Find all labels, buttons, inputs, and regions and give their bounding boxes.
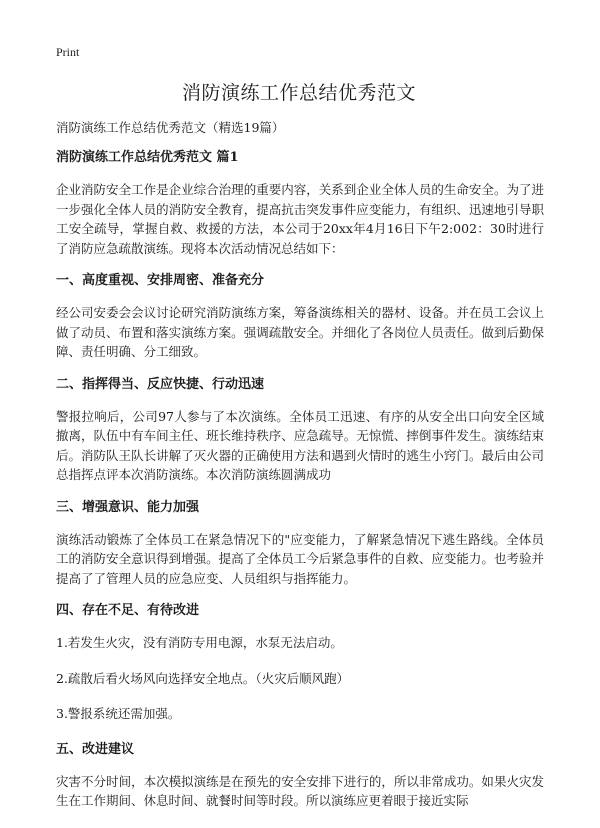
section-5-heading: 五、改进建议 <box>56 741 135 757</box>
section-3-body: 演练活动锻炼了全体员工在紧急情况下的"应变能力，了解紧急情况下逃生路线。全体员工的消防安全意识得到增强。提高了全体员工今后紧急事件的自救、应变能力。也考验并提高了了管理人员的应急应变、人员组织与指挥能力。 <box>56 531 544 586</box>
section-1-body: 经公司安委会会议讨论研究消防演练方案，筹备演练相关的器材、设备。并在员工会议上做了动员、布置和落实演练方案。强调疏散安全。并细化了各岗位人员责任。做到后勤保障、责任明确、分工细致。 <box>56 305 544 359</box>
intro-paragraph: 企业消防安全工作是企业综合治理的重要内容，关系到企业全体人员的生命安全。为了进一步强化全体人员的消防安全教育，提高抗击突发事件应变能力，有组织、迅速地引导职工安全疏导，掌握自救、救援的方法，本公司于20xx年4月16日下午2:002：30时进行了消防应急疏散演练。现将本次活动情况总结如下： <box>56 182 544 256</box>
section-1-heading: 一、高度重视、安排周密、准备充分 <box>56 273 265 288</box>
document-subtitle: 消防演练工作总结优秀范文（精选19篇） <box>56 120 285 135</box>
article-content <box>56 148 544 824</box>
section-3-heading: 三、增强意识、能力加强 <box>56 499 200 515</box>
section-2-body: 警报拉响后，公司97人参与了本次演练。全体员工迅速、有序的从安全出口向安全区域撤离，队伍中有车间主任、班长维持秩序、应急疏导。无惊慌、摔倒事件发生。演练结束后。消防队王队长讲解了灭火器的正确使用方法和遇到火情时的逃生小窍门。最后由公司总指挥点评本次消防演练。本次消防演练圆满成功 <box>56 408 544 482</box>
section-5-body: 灾害不分时间，本次模拟演练是在预先的安全安排下进行的，所以非常成功。如果火灾发生在工作期间、休息时间、就餐时间等时段。所以演练应更着眼于接近实际 <box>56 773 544 808</box>
section-2-heading: 二、指挥得当、反应快捷、行动迅速 <box>56 376 265 392</box>
list-item: 3.警报系统还需加强。 <box>56 706 181 721</box>
list-item: 2.疏散后看火场风向选择安全地点。（火灾后顺风跑） <box>56 670 350 686</box>
page-title: 消防演练工作总结优秀范文 <box>181 82 416 104</box>
section-4-heading: 四、存在不足、有待改进 <box>56 603 200 618</box>
article-title: 消防演练工作总结优秀范文 篇1 <box>56 150 239 165</box>
list-item: 1.若发生火灾，没有消防专用电源，水泵无法启动。 <box>56 635 343 650</box>
print-link[interactable]: Print <box>56 45 80 59</box>
